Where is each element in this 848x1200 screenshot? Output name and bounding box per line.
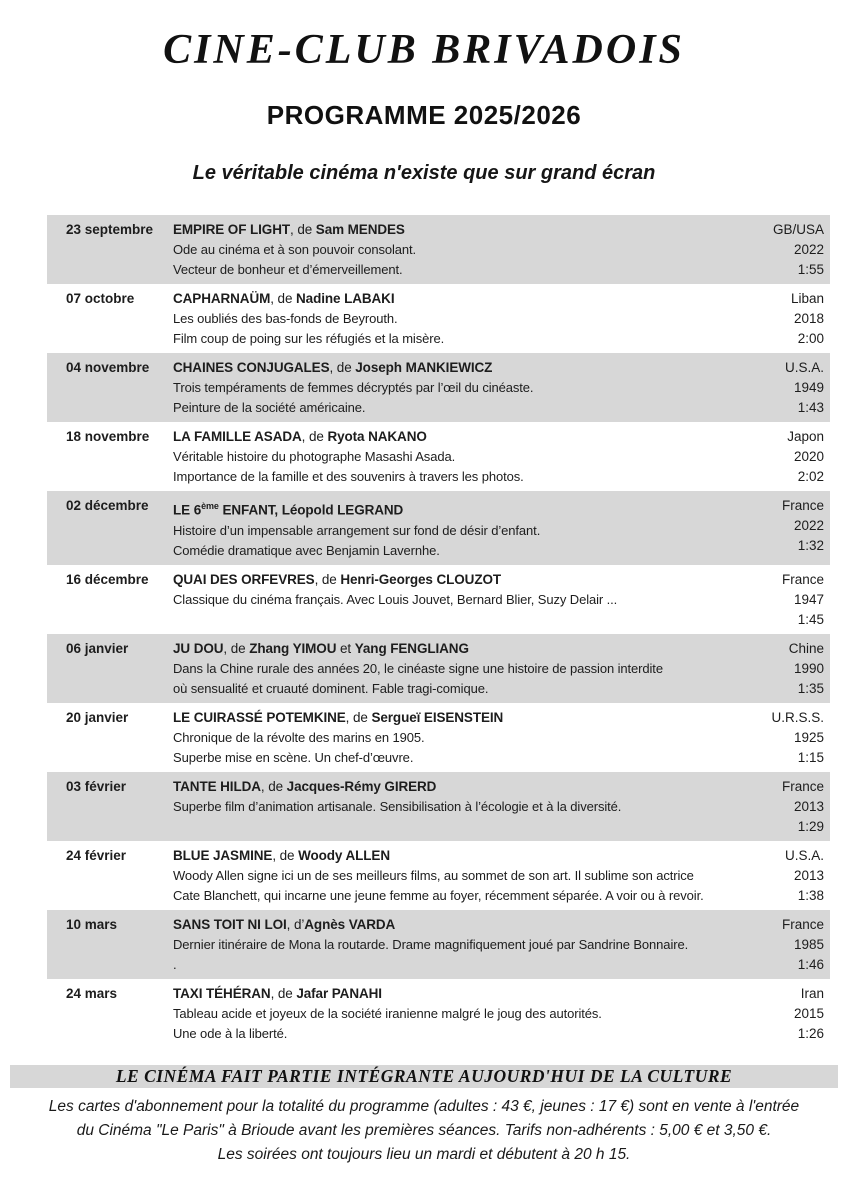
film-country: Liban [790,291,824,306]
film-duration: 1:35 [797,680,824,696]
film-year: 2013 [793,798,824,814]
film-title-segment: Joseph MANKIEWICZ [355,360,493,375]
film-country: France [781,498,824,513]
film-title-segment: BLUE JASMINE [173,847,273,863]
film-title [173,708,734,728]
film-title-segment: Jafar PANAHI [296,985,382,1001]
film-title-segment: CAPHARNAÜM [173,291,271,306]
film-main [173,570,734,630]
film-meta [734,220,824,280]
film-list [47,215,830,1048]
film-title [173,846,734,866]
film-title-segment: Yang FENGLIANG [354,640,469,656]
film-country: Japon [787,429,824,444]
film-title [173,915,734,935]
program-title: PROGRAMME 2025/2026 [266,100,582,130]
film-meta [734,708,824,768]
film-title-segment: Léopold LEGRAND [281,502,404,518]
film-row [47,634,830,703]
film-title [173,289,734,309]
film-title-segment: , de [345,709,372,725]
film-date: 04 novembre [66,360,150,375]
film-title [173,496,734,521]
film-title [173,639,734,659]
film-duration: 1:38 [797,887,824,903]
page-title: CINE-CLUB BRIVADOIS [163,27,685,73]
film-title [173,220,734,240]
film-year: 1947 [793,591,824,607]
film-date: 20 janvier [66,709,129,725]
footer-note-line: Les soirées ont toujours lieu un mardi et débutent à 20 h 15. [217,1145,631,1163]
film-date: 24 février [66,847,127,863]
film-title-segment: Sam MENDES [315,222,405,237]
film-title-segment: , de [270,985,297,1001]
film-row [47,491,830,565]
film-main [173,289,734,349]
film-title-segment: LE 6 [173,502,202,518]
film-title [173,984,734,1004]
film-description-line: Comédie dramatique avec Benjamin Lavernhe. [173,542,440,558]
film-description-line: Tableau acide et joyeux de la société iranienne malgré le joug des autorités. [173,1005,602,1021]
film-meta [734,496,824,561]
film-title-segment: et [336,640,355,656]
film-date: 07 octobre [66,291,135,306]
film-main [173,220,734,280]
film-duration: 1:26 [797,1025,824,1041]
film-title-segment: Nadine LABAKI [296,291,395,306]
film-year: 1925 [793,729,824,745]
film-country: U.S.A. [784,847,824,863]
film-duration: 2:02 [797,469,824,484]
film-title-segment: Zhang YIMOU [249,640,337,656]
film-title-segment: ENFANT, [218,502,282,518]
film-main [173,777,734,837]
film-description-line: Classique du cinéma français. Avec Louis Jouvet, Bernard Blier, Suzy Delair ... [173,591,618,607]
film-row [47,422,830,491]
film-country: France [781,916,824,932]
film-description-line: Film coup de poing sur les réfugiés et la misère. [173,331,445,346]
film-year: 2020 [793,449,824,464]
film-title-segment: Henri-Georges CLOUZOT [340,571,502,587]
film-duration: 1:43 [797,400,824,415]
film-title-segment: , d’ [286,916,305,932]
film-title-segment: SANS TOIT NI LOI [173,916,287,932]
film-title-segment: LE CUIRASSÉ POTEMKINE [173,709,346,725]
film-title-segment: JU DOU [173,640,224,656]
film-date: 06 janvier [66,640,129,656]
film-date: 03 février [66,778,127,794]
film-title [173,777,734,797]
film-row [47,353,830,422]
film-date: 02 décembre [66,498,149,513]
film-meta [734,289,824,349]
film-description-line: Woody Allen signe ici un de ses meilleurs films, au sommet de son art. Il sublime son actrice [173,867,694,883]
film-description-line: Ode au cinéma et à son pouvoir consolant. [173,242,417,257]
film-meta [734,984,824,1044]
film-title [173,427,734,447]
footer-note-line: Les cartes d'abonnement pour la totalité du programme (adultes : 43 €, jeunes : 17 €) sont en vente à l'entrée [48,1097,800,1115]
film-description-line: Superbe film d’animation artisanale. Sensibilisation à l’écologie et à la diversité. [173,798,622,814]
film-year: 1949 [793,380,824,395]
film-title-segment: QUAI DES ORFEVRES [173,571,315,587]
footer-notes [0,1095,848,1167]
film-year: 1990 [793,660,824,676]
film-row [47,284,830,353]
film-description-line: Une ode à la liberté. [173,1025,288,1041]
film-duration: 1:15 [797,749,824,765]
film-description-line: Dans la Chine rurale des années 20, le cinéaste signe une histoire de passion interdite [173,660,663,676]
film-title-segment: Sergueï EISENSTEIN [371,709,504,725]
film-main [173,708,734,768]
film-description-line: Dernier itinéraire de Mona la routarde. Drame magnifiquement joué par Sandrine Bonnaire. [173,936,689,952]
film-date: 18 novembre [66,429,150,444]
film-title-segment: EMPIRE OF LIGHT [173,222,291,237]
film-description-line: Chronique de la révolte des marins en 1905. [173,729,425,745]
film-date: 24 mars [66,985,118,1001]
film-meta [734,358,824,418]
film-title-segment: Ryota NAKANO [327,429,427,444]
film-main [173,427,734,487]
film-row [47,215,830,284]
film-duration: 1:55 [797,262,824,277]
film-title-segment: , de [314,571,341,587]
film-description-line: Importance de la famille et des souvenirs à travers les photos. [173,469,524,484]
film-duration: 2:00 [797,331,824,346]
film-duration: 1:45 [797,611,824,627]
film-description-line: Peinture de la société américaine. [173,400,366,415]
film-row [47,565,830,634]
film-country: Chine [788,640,824,656]
film-year: 2022 [793,518,824,533]
film-title-segment: ème [201,501,219,511]
film-title [173,570,734,590]
film-description-line: Les oubliés des bas-fonds de Beyrouth. [173,311,398,326]
film-duration: 1:46 [797,956,824,972]
footer-banner: LE CINÉMA FAIT PARTIE INTÉGRANTE AUJOURD'HUI DE LA CULTURE [10,1065,838,1088]
film-title-segment: , de [272,847,299,863]
film-duration: 1:29 [797,818,824,834]
film-title-segment: TANTE HILDA [173,778,261,794]
film-description-line: Cate Blanchett, qui incarne une jeune femme au foyer, récemment séparée. A voir ou à revoir. [173,887,704,903]
film-meta [734,639,824,699]
film-title-segment: CHAINES CONJUGALES [173,360,330,375]
film-year: 1985 [793,936,824,952]
film-description-line: Vecteur de bonheur et d’émerveillement. [173,262,403,277]
film-title-segment: , de [329,360,356,375]
film-title-segment: Agnès VARDA [304,916,396,932]
film-country: U.S.A. [784,360,824,375]
film-meta [734,846,824,906]
film-description-line: . [173,956,177,972]
film-duration: 1:32 [797,538,824,553]
film-title-segment: , de [223,640,250,656]
film-row [47,979,830,1048]
film-date: 16 décembre [66,571,149,587]
film-description-line: Histoire d’un impensable arrangement sur fond de désir d’enfant. [173,522,541,538]
film-date: 23 septembre [66,222,154,237]
film-title-segment: LA FAMILLE ASADA [173,429,302,444]
film-country: France [781,571,824,587]
film-main [173,915,734,975]
film-country: U.R.S.S. [771,709,824,725]
film-meta [734,915,824,975]
film-main [173,358,734,418]
film-date: 10 mars [66,916,118,932]
film-year: 2013 [793,867,824,883]
film-row [47,910,830,979]
film-description-line: Superbe mise en scène. Un chef-d’œuvre. [173,749,414,765]
film-country: France [781,778,824,794]
film-meta [734,570,824,630]
film-row [47,772,830,841]
film-description-line: où sensualité et cruauté dominent. Fable tragi-comique. [173,680,489,696]
film-main [173,846,734,906]
film-title-segment: Woody ALLEN [298,847,390,863]
film-main [173,496,734,561]
film-title-segment: TAXI TÉHÉRAN [173,985,271,1001]
film-title-segment: , de [270,291,297,306]
film-description-line: Véritable histoire du photographe Masashi Asada. [173,449,456,464]
film-title-segment: , de [301,429,328,444]
film-title-segment: , de [260,778,287,794]
film-country: GB/USA [772,222,824,237]
film-meta [734,777,824,837]
film-title [173,358,734,378]
film-meta [734,427,824,487]
film-year: 2015 [793,1005,824,1021]
footer-note-line: du Cinéma "Le Paris" à Brioude avant les premières séances. Tarifs non-adhérents : 5,00 € et 3,50 €. [76,1121,772,1139]
film-row [47,703,830,772]
film-main [173,984,734,1044]
film-description-line: Trois tempéraments de femmes décryptés par l’œil du cinéaste. [173,380,534,395]
film-row [47,841,830,910]
page-subtitle: Le véritable cinéma n'existe que sur grand écran [192,162,656,184]
film-title-segment: Jacques-Rémy GIRERD [286,778,437,794]
film-main [173,639,734,699]
film-title-segment: , de [290,222,316,237]
film-year: 2018 [793,311,824,326]
film-country: Iran [800,985,824,1001]
film-year: 2022 [793,242,824,257]
